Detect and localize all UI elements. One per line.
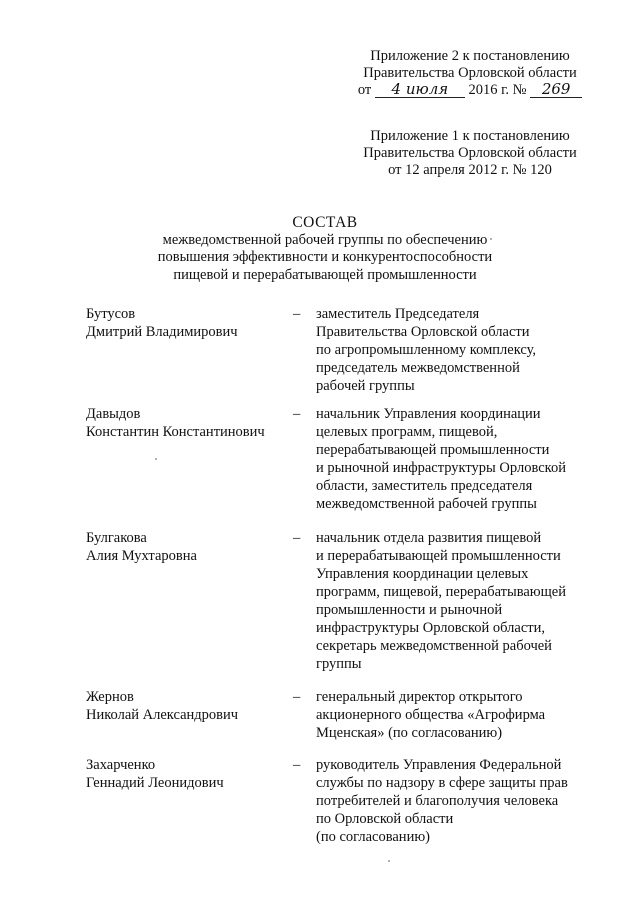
heading-line3: пищевой и перерабатывающей промышленности bbox=[173, 266, 477, 283]
scan-speck bbox=[388, 860, 390, 862]
document-title: СОСТАВ bbox=[292, 214, 358, 231]
annex-current-year: 2016 г. № bbox=[468, 82, 527, 98]
member-role-line: начальник отдела развития пищевой bbox=[316, 530, 542, 546]
annex-current-date-line bbox=[320, 82, 620, 99]
member-role-line: заместитель Председателя bbox=[316, 306, 480, 322]
member-role-line: целевых программ, пищевой, bbox=[316, 424, 498, 440]
member-role-line: области, заместитель председателя bbox=[316, 478, 533, 494]
member-role-line: группы bbox=[316, 656, 362, 672]
member-name bbox=[86, 405, 286, 441]
member-role-line: руководитель Управления Федеральной bbox=[316, 757, 562, 773]
member-role-line: потребителей и благополучия человека bbox=[316, 793, 559, 809]
member-role bbox=[316, 688, 616, 742]
member-surname: Булгакова bbox=[86, 530, 147, 546]
annex-original-header bbox=[320, 128, 620, 179]
member-dash: – bbox=[293, 689, 301, 705]
handwritten-number: 269 bbox=[530, 82, 582, 98]
member-given-name: Алия Мухтаровна bbox=[86, 548, 197, 564]
member-surname: Жернов bbox=[86, 689, 134, 705]
member-name bbox=[86, 756, 286, 792]
document-heading bbox=[100, 214, 550, 284]
scan-speck bbox=[490, 238, 492, 240]
member-surname: Бутусов bbox=[86, 306, 136, 322]
member-given-name: Константин Константинович bbox=[86, 424, 265, 440]
annex-current-date-prefix: от bbox=[357, 82, 372, 98]
member-name bbox=[86, 688, 286, 724]
member-role-line: секретарь межведомственной рабочей bbox=[316, 638, 552, 654]
member-role-line: перерабатывающей промышленности bbox=[316, 442, 550, 458]
member-role-line: Управления координации целевых bbox=[316, 566, 529, 582]
member-role-line: рабочей группы bbox=[316, 378, 415, 394]
member-given-name: Геннадий Леонидович bbox=[86, 775, 224, 791]
member-role-line: инфраструктуры Орловской области, bbox=[316, 620, 545, 636]
member-role-line: службы по надзору в сфере защиты прав bbox=[316, 775, 568, 791]
member-name bbox=[86, 305, 286, 341]
member-surname: Давыдов bbox=[86, 406, 141, 422]
member-role-line: межведомственной рабочей группы bbox=[316, 496, 537, 512]
member-role bbox=[316, 756, 616, 846]
member-role-line: промышленности и рыночной bbox=[316, 602, 503, 618]
member-role-line: (по согласованию) bbox=[316, 829, 430, 845]
scan-speck bbox=[155, 458, 157, 460]
heading-line2: повышения эффективности и конкурентоспособности bbox=[157, 249, 493, 265]
member-name bbox=[86, 529, 286, 565]
member-role bbox=[316, 405, 616, 513]
member-role-line: генеральный директор открытого bbox=[316, 689, 523, 705]
member-role-line: начальник Управления координации bbox=[316, 406, 541, 422]
annex-original-line1: Приложение 1 к постановлению bbox=[370, 128, 570, 144]
member-role-line: по Орловской области bbox=[316, 811, 454, 827]
member-surname: Захарченко bbox=[86, 757, 156, 773]
annex-current-line2: Правительства Орловской области bbox=[363, 65, 577, 81]
heading-line1: межведомственной рабочей группы по обеспечению bbox=[162, 231, 488, 248]
handwritten-date: 4 июля bbox=[375, 82, 465, 98]
annex-original-line2: Правительства Орловской области bbox=[363, 145, 577, 161]
member-dash: – bbox=[293, 306, 301, 322]
member-role bbox=[316, 529, 616, 673]
member-role-line: и рыночной инфраструктуры Орловской bbox=[316, 460, 566, 476]
member-role bbox=[316, 305, 616, 395]
member-role-line: Мценская» (по согласованию) bbox=[316, 725, 503, 741]
member-role-line: программ, пищевой, перерабатывающей bbox=[316, 584, 566, 600]
member-dash: – bbox=[293, 406, 301, 422]
member-role-line: Правительства Орловской области bbox=[316, 324, 530, 340]
member-role-line: и перерабатывающей промышленности bbox=[316, 548, 561, 564]
member-dash: – bbox=[293, 757, 301, 773]
annex-current-header bbox=[320, 48, 620, 99]
member-given-name: Николай Александрович bbox=[86, 707, 239, 723]
member-dash: – bbox=[293, 530, 301, 546]
member-given-name: Дмитрий Владимирович bbox=[86, 324, 238, 340]
member-role-line: председатель межведомственной bbox=[316, 360, 520, 376]
annex-original-line3: от 12 апреля 2012 г. № 120 bbox=[388, 162, 552, 178]
annex-current-line1: Приложение 2 к постановлению bbox=[370, 48, 570, 64]
member-role-line: по агропромышленному комплексу, bbox=[316, 342, 537, 358]
member-role-line: акционерного общества «Агрофирма bbox=[316, 707, 546, 723]
